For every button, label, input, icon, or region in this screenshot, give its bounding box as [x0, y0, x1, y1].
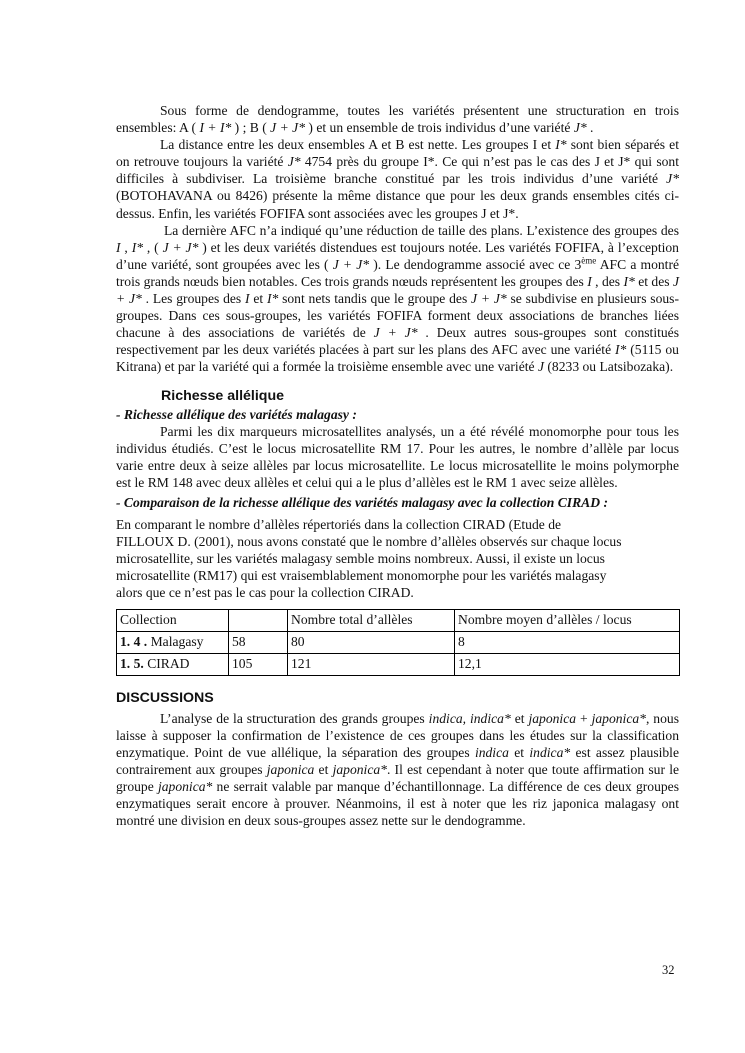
page-number: 32	[662, 963, 675, 977]
paragraph-line: FILLOUX D. (2001), nous avons constaté que le nombre d’allèles observés sur chaque locus	[116, 534, 622, 550]
cell-value: 58	[229, 631, 288, 653]
allele-table	[116, 609, 680, 676]
heading-discussions: DISCUSSIONS	[116, 689, 214, 706]
cell-value: 12,1	[455, 653, 680, 675]
document-page	[116, 102, 679, 829]
cell-collection: 1. 4 . Malagasy	[117, 631, 229, 653]
header-empty	[229, 609, 288, 631]
cell-value: 105	[229, 653, 288, 675]
cell-value: 80	[288, 631, 455, 653]
paragraph-line: alors que ce n’est pas le cas pour la collection CIRAD.	[116, 585, 414, 601]
header-total-alleles: Nombre total d’allèles	[288, 609, 455, 631]
table-row	[117, 653, 680, 675]
header-mean-alleles: Nombre moyen d’allèles / locus	[455, 609, 680, 631]
paragraph-structuration: Sous forme de dendogramme, toutes les variétés présentent une structuration en trois ensembles: A ( I + I* ) ; B ( J + J* ) et un ensemble de trois individus d’une variété J* .	[116, 103, 679, 136]
subheading-richesse-malagasy: - Richesse allélique des variétés malagasy :	[116, 406, 357, 422]
paragraph-line: En comparant le nombre d’allèles répertoriés dans la collection CIRAD (Etude de	[116, 517, 562, 533]
table-row	[117, 631, 680, 653]
cell-collection: 1. 5. CIRAD	[117, 653, 229, 675]
paragraph-comparaison	[116, 516, 679, 601]
header-collection: Collection	[117, 609, 229, 631]
paragraph-afc: La dernière AFC n’a indiqué qu’une réduction de taille des plans. L’existence des groupes des I , I* , ( J + J* ) et les deux variétés distendues est toujours notée. Les variétés FOFIFA, à l’exception d’une variété, sont groupées avec les ( J + J* ). Le dendogramme associé avec ce 3ème AFC a montré trois grands nœuds bien notables. Ces trois grands nœuds représentent les groupes des I , des I* et des J + J* . Les groupes des I et I* sont nets tandis que le groupe des J + J* se subdivise en plusieurs sous-groupes. Dans ces sous-groupes, les variétés FOFIFA forment deux associations de branches liées chacune à des associations de variétés de J + J* . Deux autres sous-groupes sont constitués respectivement par les deux variétés placées à part sur les plans des AFC avec une variété I* (5115 ou Kitrana) et par la variété qui a formée la troisième ensemble avec une variété J (8233 ou Latsibozaka).	[116, 222, 680, 375]
paragraph-line: microsatellite (RM17) qui est vraisemblablement monomorphe pour les variétés malagasy	[116, 568, 607, 584]
paragraph-discussions: L’analyse de la structuration des grands groupes indica, indica* et japonica + japonica*, nous laisse à supposer la confirmation de l’existence de ces groupes dans les études sur la classification enzymatique. Point de vue allélique, la séparation des groupes indica et indica* est assez plausible contrairement aux groupes japonica et japonica*. Il est cependant à noter que toute affirmation sur le groupe japonica* ne serrait valable par manque d’échantillonnage. La différence de ces deux groupes enzymatiques serait encore à prouver. Néanmoins, il est à noter que les riz japonica malagasy ont montré une division en deux sous-groupes assez nette sur le dendogramme.	[116, 710, 680, 829]
paragraph-line: microsatellite, sur les variétés malagasy semble moins nombreux. Aussi, il existe un locus	[116, 551, 605, 567]
heading-richesse-allelique: Richesse allélique	[161, 387, 285, 404]
cell-value: 8	[455, 631, 680, 653]
cell-value: 121	[288, 653, 455, 675]
paragraph-distance: La distance entre les deux ensembles A et B est nette. Les groupes I et I* sont bien séparés et on retrouve toujours la variété J* 4754 près du groupe I*. Ce qui n’est pas le cas des J et J* qui sont difficiles à subdiviser. La troisième branche constitué par les trois individus d’une variété J* (BOTOHAVANA ou 8426) présente la même distance que pour les deux grands ensembles cités ci-dessus. Enfin, les variétés FOFIFA sont associées avec les groupes J et J*.	[116, 137, 679, 221]
table-header-row	[117, 609, 680, 631]
paragraph-marqueurs: Parmi les dix marqueurs microsatellites analysés, un a été révélé monomorphe pour tous les individus étudiés. C’est le locus microsatellite RM 17. Pour les autres, le nombre d’allèle par locus varie entre deux à seize allèles par locus microsatellite. Le locus microsatellite le moins polymorphe est le RM 148 avec deux allèles et celui qui a le plus d’allèles est le RM 1 avec seize allèles.	[116, 423, 679, 490]
subheading-comparaison-cirad: - Comparaison de la richesse allélique des variétés malagasy avec la collection CIRAD :	[116, 494, 608, 510]
